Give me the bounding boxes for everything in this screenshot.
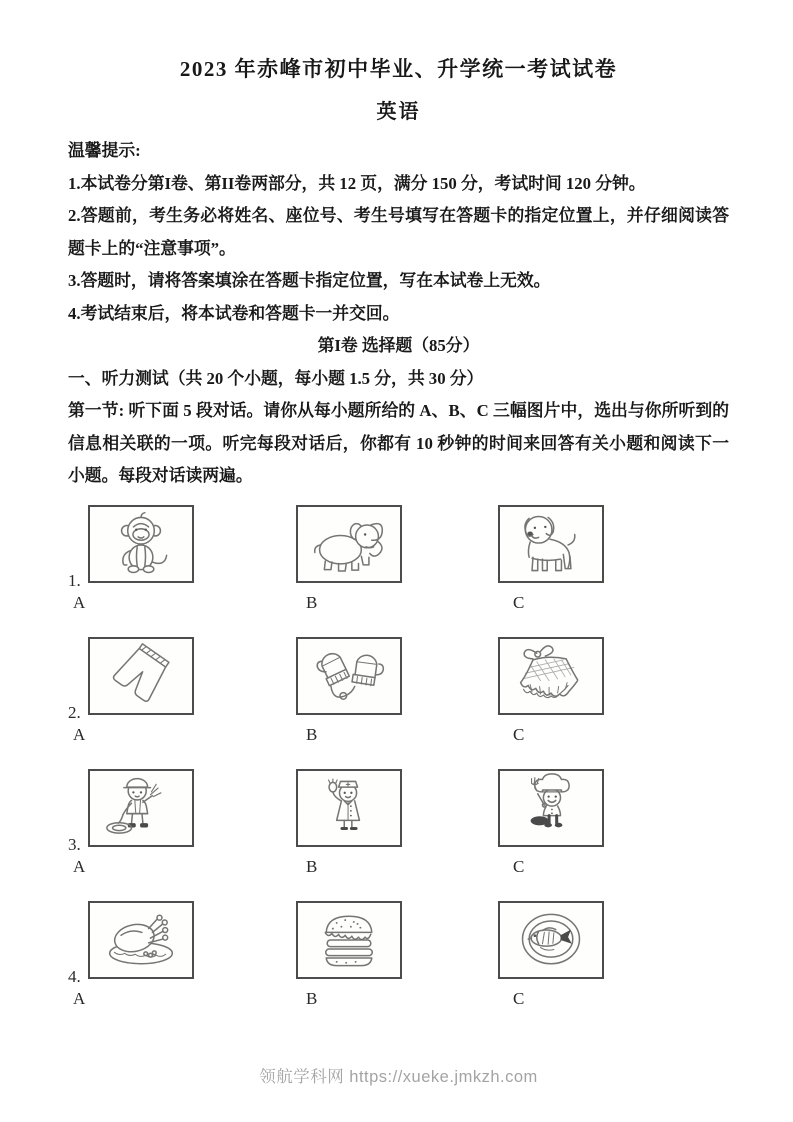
question-row-2 [68, 635, 729, 749]
page-title: 2023 年赤峰市初中毕业、升学统一考试试卷 [179, 57, 618, 81]
skirt-icon [500, 639, 602, 713]
hamburger-image [296, 901, 402, 979]
worker-image [88, 769, 194, 847]
question-number: 4. [68, 966, 81, 986]
question-row-1 [68, 503, 729, 617]
fish-plate-icon [500, 903, 602, 977]
option-label-A: A [73, 592, 86, 612]
subject-title: 英语 [376, 101, 421, 124]
listening-heading: 一、听力测试（共 20 个小题，每小题 1.5 分，共 30 分） [68, 368, 484, 388]
questions-area [68, 503, 729, 1013]
option-label-B: B [306, 724, 318, 744]
monkey-icon [90, 507, 192, 581]
question-number: 1. [68, 570, 81, 590]
option-label-C: C [513, 724, 525, 744]
option-label-C: C [513, 592, 525, 612]
fish-plate-image [498, 901, 604, 979]
hamburger-icon [298, 903, 400, 977]
watermark-text: 领航学科网 https://xueke.jmkzh.com [259, 1067, 538, 1086]
roast-chicken-image [88, 901, 194, 979]
option-label-B: B [306, 856, 318, 876]
question-number: 3. [68, 834, 81, 854]
elephant-icon [298, 507, 400, 581]
notice-item-1: 1.本试卷分第I卷、第II卷两部分，共 12 页，满分 150 分，考试时间 120 分钟。 [68, 173, 646, 193]
question-number: 2. [68, 702, 81, 722]
doctor-icon [298, 771, 400, 845]
question-4-options [68, 899, 729, 986]
option-labels [68, 725, 729, 749]
part1-title: 第I卷 选择题（85分） [317, 336, 480, 356]
question-row-3 [68, 767, 729, 881]
option-label-A: A [73, 856, 86, 876]
notice-label: 温馨提示: [68, 141, 141, 161]
puppy-image [498, 505, 604, 583]
option-label-B: B [306, 592, 318, 612]
notice-item-4: 4.考试结束后，将本试卷和答题卡一并交回。 [68, 303, 400, 323]
option-label-A: A [73, 988, 86, 1008]
option-label-C: C [513, 856, 525, 876]
option-labels [68, 857, 729, 881]
question-3-options [68, 767, 729, 854]
question-1-options [68, 503, 729, 590]
notice-item-2: 2.答题前，考生务必将姓名、座位号、考生号填写在答题卡的指定位置上，并仔细阅读答题卡上的“注意事项”。 [68, 206, 729, 258]
chef-image [498, 769, 604, 847]
monkey-image [88, 505, 194, 583]
chef-icon [500, 771, 602, 845]
trousers-image [88, 637, 194, 715]
mittens-icon [298, 639, 400, 713]
question-2-options [68, 635, 729, 722]
question-row-4 [68, 899, 729, 1013]
option-label-A: A [73, 724, 86, 744]
notice-item-3: 3.答题时，请将答案填涂在答题卡指定位置，写在本试卷上无效。 [68, 271, 551, 291]
mittens-image [296, 637, 402, 715]
doctor-image [296, 769, 402, 847]
part1-instructions: 第一节: 听下面 5 段对话。请你从每小题所给的 A、B、C 三幅图片中，选出与你所听到的信息相关联的一项。听完每段对话后，你都有 10 秒钟的时间来回答有关小题和阅读下一小题。每段对话读两遍。 [68, 401, 729, 486]
skirt-image [498, 637, 604, 715]
option-labels [68, 593, 729, 617]
worker-icon [90, 771, 192, 845]
puppy-icon [500, 507, 602, 581]
option-label-B: B [306, 988, 318, 1008]
trousers-icon [90, 639, 192, 713]
elephant-image [296, 505, 402, 583]
option-labels [68, 989, 729, 1013]
option-label-C: C [513, 988, 525, 1008]
roast-chicken-icon [90, 903, 192, 977]
